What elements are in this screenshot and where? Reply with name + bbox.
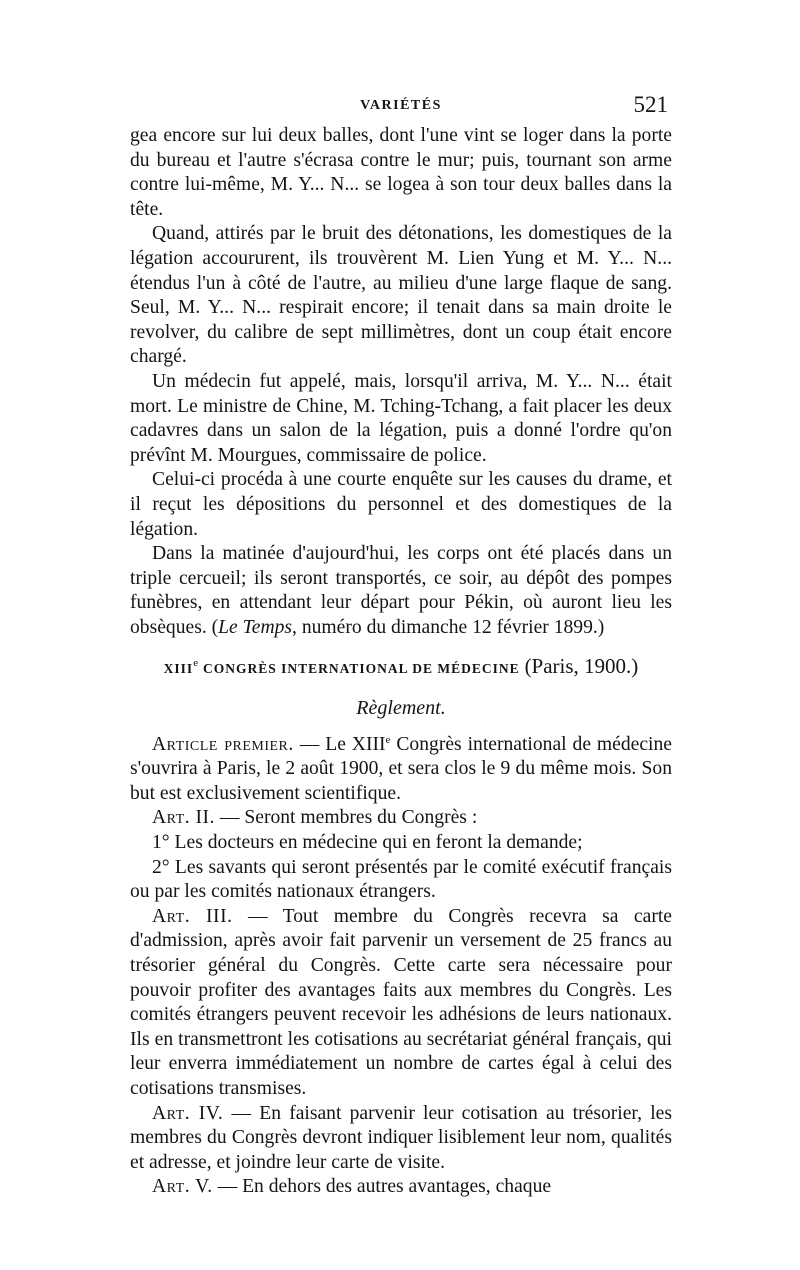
running-header	[130, 92, 672, 124]
article-text: Congrès international de médecine s'ouvrira à Paris, le 2 août 1900, et sera clos le 9 du même mois. Son but est exclusivement scientifique.	[130, 733, 672, 804]
paragraph-with-citation	[130, 542, 672, 640]
article-4	[130, 1102, 672, 1176]
page-number: 521	[633, 92, 668, 117]
article-label: Article premier.	[152, 733, 294, 755]
list-item: 2° Les savants qui seront présentés par le comité exécutif français ou par les comités nationaux étrangers.	[130, 856, 672, 903]
subheading: Règlement.	[356, 697, 446, 720]
section-title: CONGRÈS INTERNATIONAL DE MÉDECINE	[202, 661, 520, 677]
ordinal-superscript: e	[193, 657, 199, 670]
article-label: Art. IV.	[152, 1102, 224, 1124]
list-item: 1° Les docteurs en médecine qui en feront la demande;	[152, 832, 583, 854]
article-text: — Tout membre du Congrès recevra sa carte d'admission, après avoir fait parvenir un versement de 25 francs au trésorier général du Congrès. Cette carte sera nécessaire pour pouvoir profiter des avantages faits aux membres du Congrès. Les comités étrangers peuvent recevoir les adhésions de leurs nationaux. Ils en transmettront les cotisations au secrétariat général français, qui leur enverra immédiatement un nombre de cartes égal à celui des cotisations transmises.	[130, 905, 672, 1099]
paragraph: Un médecin fut appelé, mais, lorsqu'il arriva, M. Y... N... était mort. Le ministre de Chine, M. Tching-Tchang, a fait placer les deux cadavres dans un salon de la légation, puis a donné l'ordre qu'on prévînt M. Mourgues, commissaire de police.	[130, 370, 672, 466]
article-5	[130, 1175, 672, 1200]
article-text: — En dehors des autres avantages, chaque	[212, 1176, 552, 1198]
section-number: XIII	[163, 661, 194, 677]
article-label: Art. V.	[152, 1176, 213, 1198]
section-place-date: (Paris, 1900.)	[524, 654, 639, 679]
article-3	[130, 905, 672, 1102]
section-heading	[130, 654, 672, 682]
ordinal-superscript: e	[385, 733, 391, 746]
paragraph-text: Dans la matinée d'aujourd'hui, les corps ont été placés dans un triple cercueil; ils seront transportés, ce soir, au dépôt des pompes funèbres, en attendant leur départ pour Pékin, où auront lieu les obsèques. (	[130, 543, 672, 638]
page-body	[130, 124, 672, 1200]
book-page	[130, 92, 672, 1200]
paragraph: Quand, attirés par le bruit des détonations, les domestiques de la légation accoururent, ils trouvèrent M. Lien Yung et M. Y... N... étendus l'un à côté de l'autre, au milieu d'une large flaque de sang. Seul, M. Y... N... respirait encore; il tenait dans sa main droite le revolver, du calibre de sept millimètres, dont un coup était encore chargé.	[130, 223, 672, 368]
paragraph: gea encore sur lui deux balles, dont l'une vint se loger dans la porte du bureau et l'autre s'écrasa contre le mur; puis, tournant son arme contre lui-même, M. Y... N... se logea à son tour deux balles dans la tête.	[130, 125, 672, 220]
source-title: Le Temps	[218, 616, 293, 638]
article-1	[130, 733, 672, 807]
article-label: Art. II.	[152, 807, 215, 829]
article-text: — En faisant parvenir leur cotisation au trésorier, les membres du Congrès devront indiquer lisiblement leur nom, qualités et adresse, et joindre leur carte de visite.	[130, 1102, 673, 1173]
citation-text: , numéro du dimanche 12 février 1899.)	[292, 616, 605, 638]
article-text: — Seront membres du Congrès :	[214, 807, 478, 829]
running-title: VARIÉTÉS	[360, 98, 442, 113]
paragraph: Celui-ci procéda à une courte enquête sur les causes du drame, et il reçut les dépositions du personnel et des domestiques de la légation.	[130, 469, 672, 540]
article-2	[130, 806, 672, 831]
article-text: — Le XIII	[293, 733, 386, 755]
article-label: Art. III.	[152, 905, 233, 927]
